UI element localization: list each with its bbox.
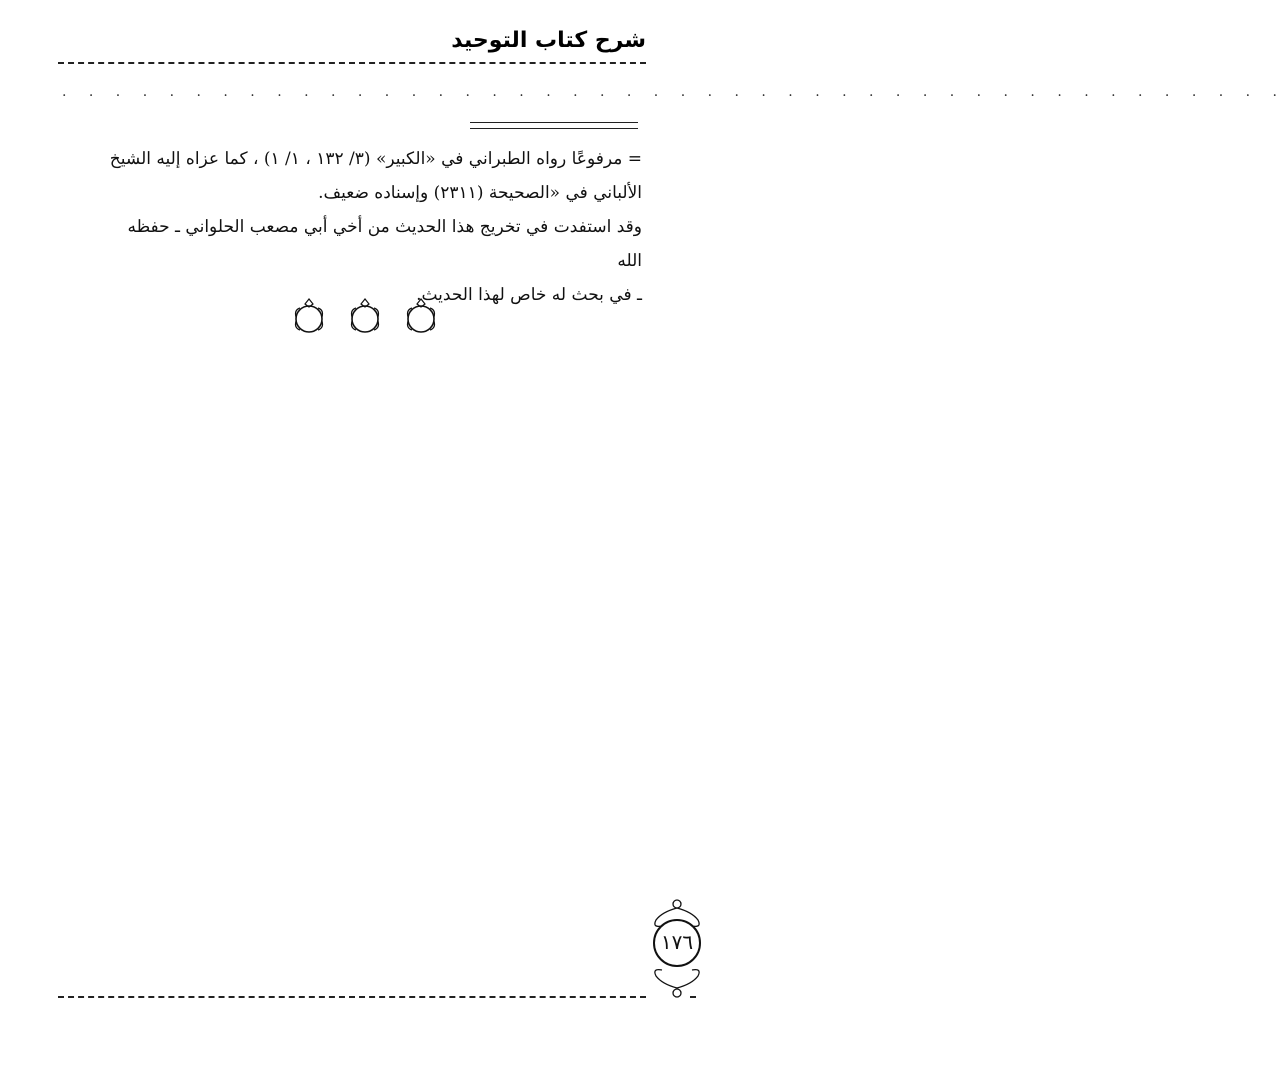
ellipsis-line: . . . . . . . . . . . . . . . . . . . . . . . . . . . . . . . . . . . . . . . . . . . . . . [62,84,1286,100]
floral-ornament-icon [402,295,440,337]
book-title: شرح كتاب التوحيد [451,28,646,53]
page-number-badge [642,896,712,1000]
footnote-line: الألباني في «الصحيحة (٢٣١١) وإسناده ضعيف. [318,183,642,203]
page-number: ١٧٦ [660,930,694,954]
footer-rule-end [690,996,696,998]
footnote-line: ـ في بحث له خاص لهذا الحديث. [416,285,642,305]
header-rule [58,62,646,64]
footnote-line: وقد استفدت في تخريج هذا الحديث من أخي أبي مصعب الحلواني ـ حفظه الله [127,217,642,271]
footnote-block [102,142,642,312]
section-end-ornaments [290,295,440,339]
footnote-line: = مرفوعًا رواه الطبراني في «الكبير» (٣/ ١٣٢ ، ١/ ١) ، كما عزاه إليه الشيخ [109,149,642,169]
footnote-separator [470,122,638,129]
floral-ornament-icon [346,295,384,337]
footer-rule [58,996,646,998]
floral-ornament-icon [290,295,328,337]
